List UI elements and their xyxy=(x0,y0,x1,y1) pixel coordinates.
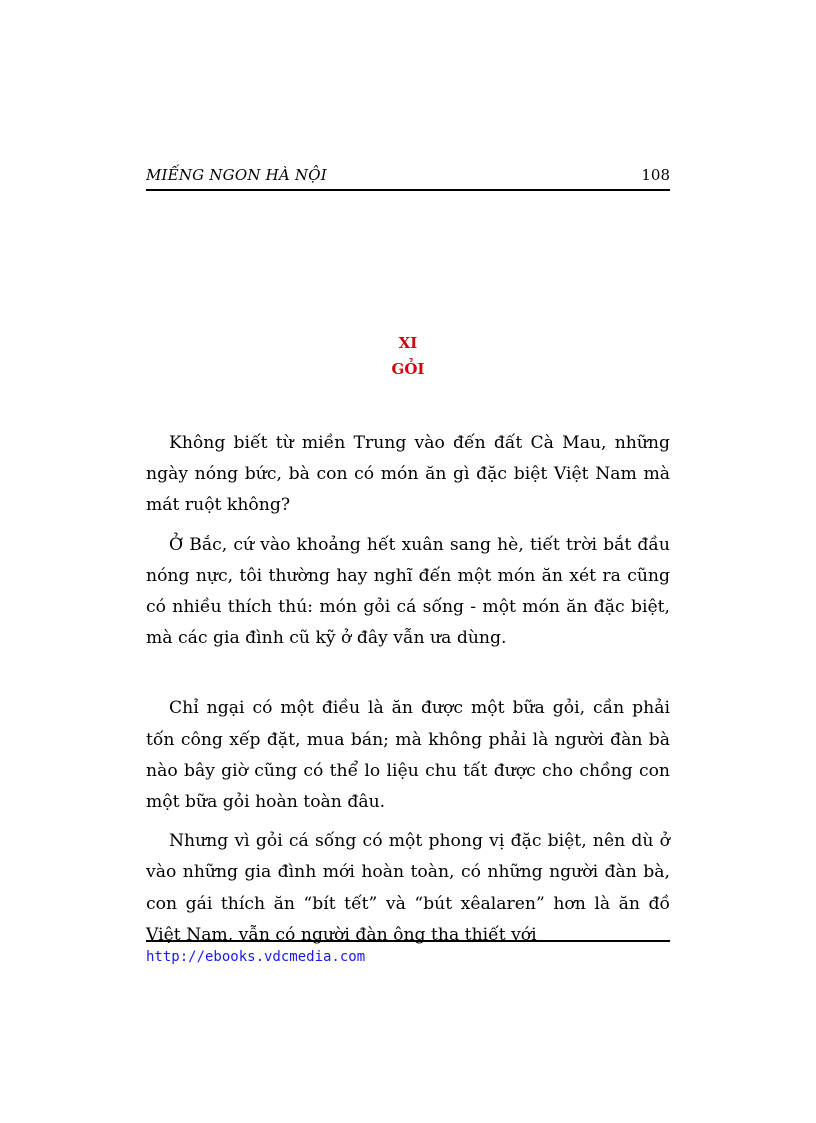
chapter-title: GỎI xyxy=(391,360,425,378)
paragraph: Không biết từ miền Trung vào đến đất Cà Mau, những ngày nóng bức, bà con có món ăn gì đặc biệt Việt Nam mà mát ruột không? xyxy=(146,433,670,516)
book-title: MIẾNG NGON HÀ NỘI xyxy=(146,166,327,184)
footer-link[interactable]: http://ebooks.vdcmedia.com xyxy=(146,949,366,965)
paragraph: Nhưng vì gỏi cá sống có một phong vị đặc biệt, nên dù ở vào những gia đình mới hoàn toàn, có những người đàn bà, con gái thích ăn “bít tết” và “bút xêalaren” hơn là ăn đồ Việt Nam, vẫn có người đàn ông tha thiết với xyxy=(146,831,670,945)
body-text xyxy=(146,428,670,951)
chapter-number: XI xyxy=(398,334,418,352)
paragraph: Chỉ ngại có một điều là ăn được một bữa gỏi, cần phải tốn công xếp đặt, mua bán; mà không phải là người đàn bà nào bây giờ cũng có thể lo liệu chu tất được cho chồng con một bữa gỏi hoàn toàn đâu. xyxy=(146,698,670,813)
paragraph: Ở Bắc, cứ vào khoảng hết xuân sang hè, tiết trời bắt đầu nóng nực, tôi thường hay nghĩ đến một món ăn xét ra cũng có nhiều thích thú: món gỏi cá sống - một món ăn đặc biệt, mà các gia đình cũ kỹ ở đây vẫn ưa dùng. xyxy=(146,534,670,649)
footer-divider xyxy=(146,940,670,942)
page-number: 108 xyxy=(641,166,670,184)
running-header xyxy=(146,163,670,191)
